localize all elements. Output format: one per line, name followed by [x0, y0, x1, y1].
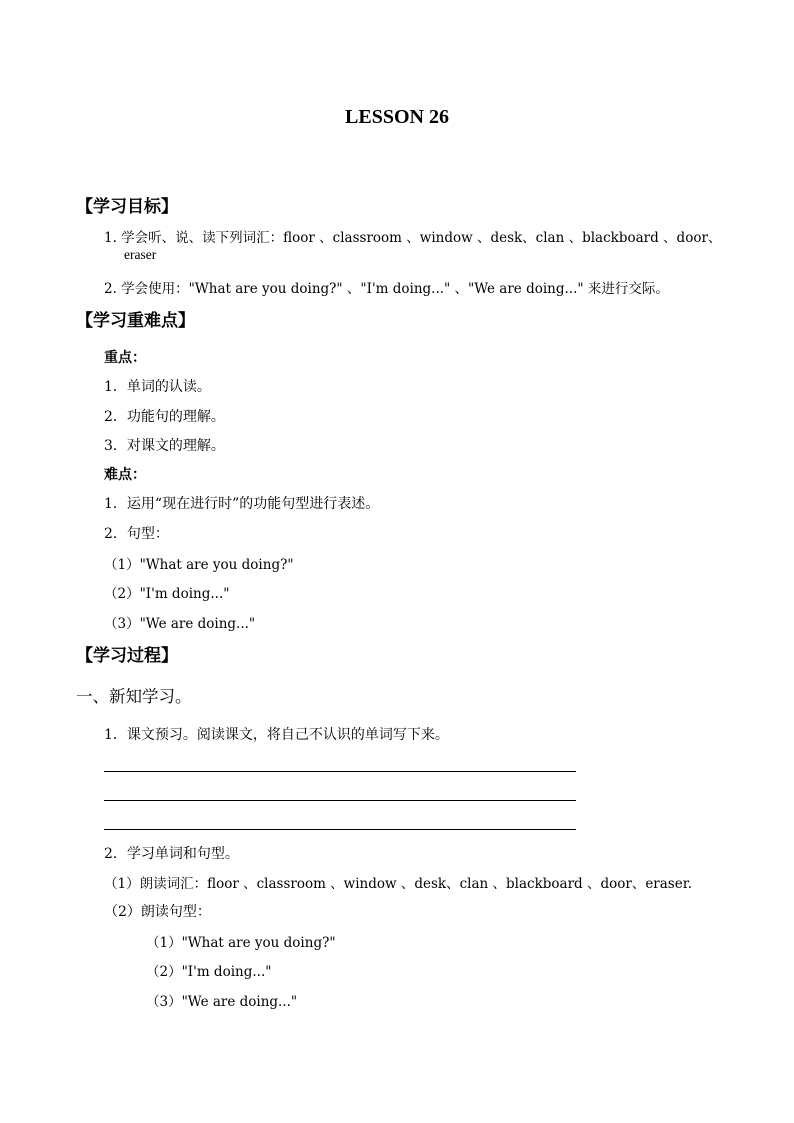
keypoints-heading: 【学习重难点】 [76, 311, 195, 331]
read-words: （1）朗读词汇：floor 、classroom 、window 、desk、clan 、blackboard 、door、eraser. [104, 876, 692, 892]
read-pattern-2: （2）"I'm doing..." [146, 964, 272, 980]
write-line-3[interactable] [104, 829, 576, 830]
difficult-item-1: 1．运用“现在进行时”的功能句型进行表述。 [104, 496, 380, 512]
key-label: 重点： [104, 350, 146, 366]
pattern-item-3: （3）"We are doing..." [104, 616, 256, 632]
process-heading: 【学习过程】 [76, 646, 178, 666]
key-item-2: 2．功能句的理解。 [104, 409, 225, 425]
write-line-1[interactable] [104, 771, 576, 772]
read-patterns-label: （2）朗读句型： [104, 904, 211, 920]
goal-item-2: 2. 学会使用："What are you doing?" 、"I'm doing..." 、"We are doing..." 来进行交际。 [104, 281, 669, 297]
key-item-1: 1．单词的认读。 [104, 379, 211, 395]
step-2: 2．学习单词和句型。 [104, 846, 239, 862]
goal-item-1: 1. 学会听、说、读下列词汇：floor 、classroom 、window 、desk、clan 、blackboard 、door、 [104, 230, 722, 246]
pattern-item-2: （2）"I'm doing..." [104, 586, 230, 602]
difficult-label: 难点： [104, 467, 146, 483]
read-pattern-3: （3）"We are doing..." [146, 994, 298, 1010]
write-line-2[interactable] [104, 800, 576, 801]
difficult-item-2: 2．句型： [104, 526, 169, 542]
page-title: LESSON 26 [345, 106, 449, 128]
section-new-knowledge: 一、新知学习。 [76, 687, 192, 706]
goal-item-1-cont: eraser [124, 247, 157, 262]
pattern-item-1: （1）"What are you doing?" [104, 557, 294, 573]
key-item-3: 3．对课文的理解。 [104, 438, 225, 454]
read-pattern-1: （1）"What are you doing?" [146, 935, 336, 951]
goals-heading: 【学习目标】 [76, 197, 178, 217]
step-1: 1．课文预习。阅读课文，将自己不认识的单词写下来。 [104, 727, 449, 743]
